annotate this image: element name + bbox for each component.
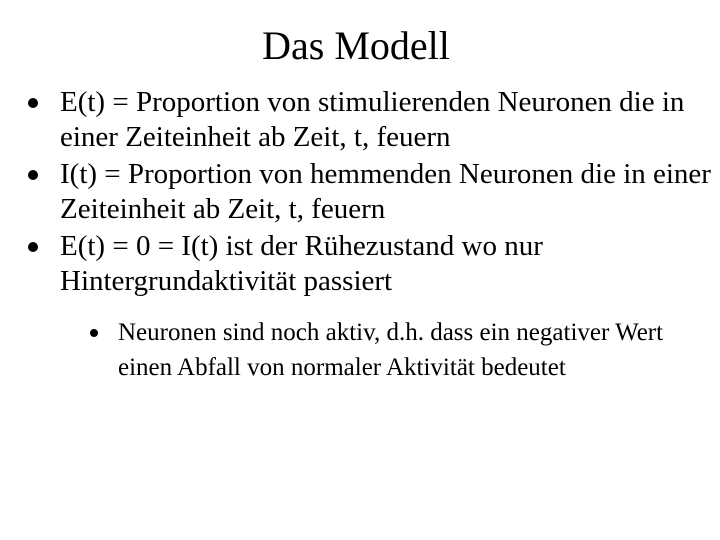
- bullet-dot-icon: [28, 242, 38, 252]
- bullet-dot-icon: [28, 98, 38, 108]
- bullet-item: [26, 157, 716, 227]
- bullet-item: [26, 229, 716, 385]
- sub-bullet-list: [60, 315, 716, 385]
- sub-bullet-text: Neuronen sind noch aktiv, d.h. dass ein negativer Wert einen Abfall von normaler Aktivität bedeutet: [118, 319, 664, 381]
- slide-title-text: Das Modell: [262, 23, 450, 68]
- sub-bullet-dot-icon: [90, 329, 98, 337]
- bullet-list: [26, 85, 716, 387]
- sub-bullet-item: [88, 315, 716, 385]
- bullet-text: E(t) = 0 = I(t) ist der Rühezustand wo nur Hintergrundaktivität passiert: [60, 230, 543, 297]
- bullet-text: I(t) = Proportion von hemmenden Neuronen die in einer Zeiteinheit ab Zeit, t, feuern: [60, 158, 711, 225]
- bullet-dot-icon: [28, 170, 38, 180]
- bullet-text: E(t) = Proportion von stimulierenden Neuronen die in einer Zeiteinheit ab Zeit, t, feuern: [60, 86, 685, 153]
- slide-title: [0, 22, 720, 70]
- bullet-item: [26, 85, 716, 155]
